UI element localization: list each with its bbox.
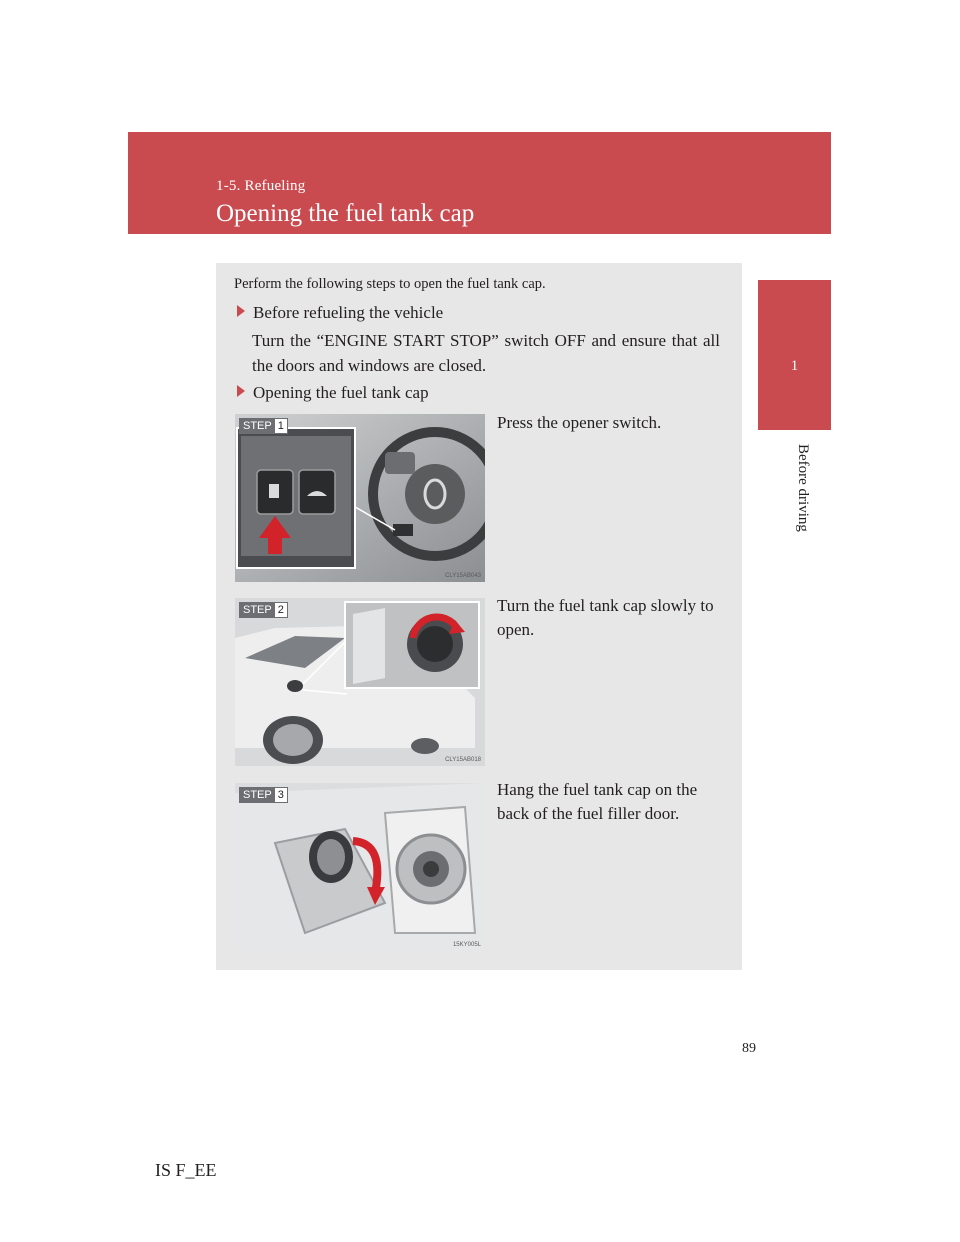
section-heading-before-refueling <box>237 303 443 323</box>
figure-code: CLY15AB043 <box>445 573 481 579</box>
page-header <box>128 132 831 234</box>
step-badge-label: STEP <box>240 788 275 802</box>
figure-code: CLY15AB018 <box>445 757 481 763</box>
section-heading-text: Before refueling the vehicle <box>253 303 444 322</box>
step-badge-number: 3 <box>277 789 284 801</box>
section-heading-opening-cap <box>237 383 429 403</box>
step-badge-label: STEP <box>240 603 275 617</box>
section-heading-text: Opening the fuel tank cap <box>253 383 429 402</box>
step2-illustration <box>235 598 485 766</box>
chapter-label: Before driving <box>795 444 811 532</box>
step3-text: Hang the fuel tank cap on the back of the fuel filler door. <box>497 780 698 823</box>
intro-text: Perform the following steps to open the fuel tank cap. <box>234 276 546 292</box>
step-badge-number: 1 <box>277 420 284 432</box>
step-badge-label: STEP <box>240 419 275 433</box>
step2-text: Turn the fuel tank cap slowly to open. <box>497 596 714 639</box>
step3-figure <box>235 783 485 951</box>
step-badge <box>239 787 288 803</box>
step1-text: Press the opener switch. <box>497 413 662 432</box>
section-label: 1-5. Refueling <box>216 178 306 194</box>
chapter-number: 1 <box>790 358 799 374</box>
step-badge <box>239 602 288 618</box>
document-code: IS F_EE <box>155 1160 217 1180</box>
section-body-text: Turn the “ENGINE START STOP” switch OFF and ensure that all the doors and windows are closed. <box>252 331 720 375</box>
step-badge <box>239 418 288 434</box>
page-number: 89 <box>742 1041 756 1056</box>
figure-code: 15KY005L <box>452 942 481 948</box>
step1-illustration <box>235 414 485 582</box>
step1-figure <box>235 414 485 582</box>
page-title: Opening the fuel tank cap <box>216 200 475 227</box>
chapter-tab[interactable] <box>758 280 831 430</box>
step3-illustration <box>235 783 485 951</box>
step-badge-number: 2 <box>277 604 284 616</box>
bullet-marker-icon <box>237 305 245 317</box>
bullet-marker-icon <box>237 385 245 397</box>
step2-figure <box>235 598 485 766</box>
